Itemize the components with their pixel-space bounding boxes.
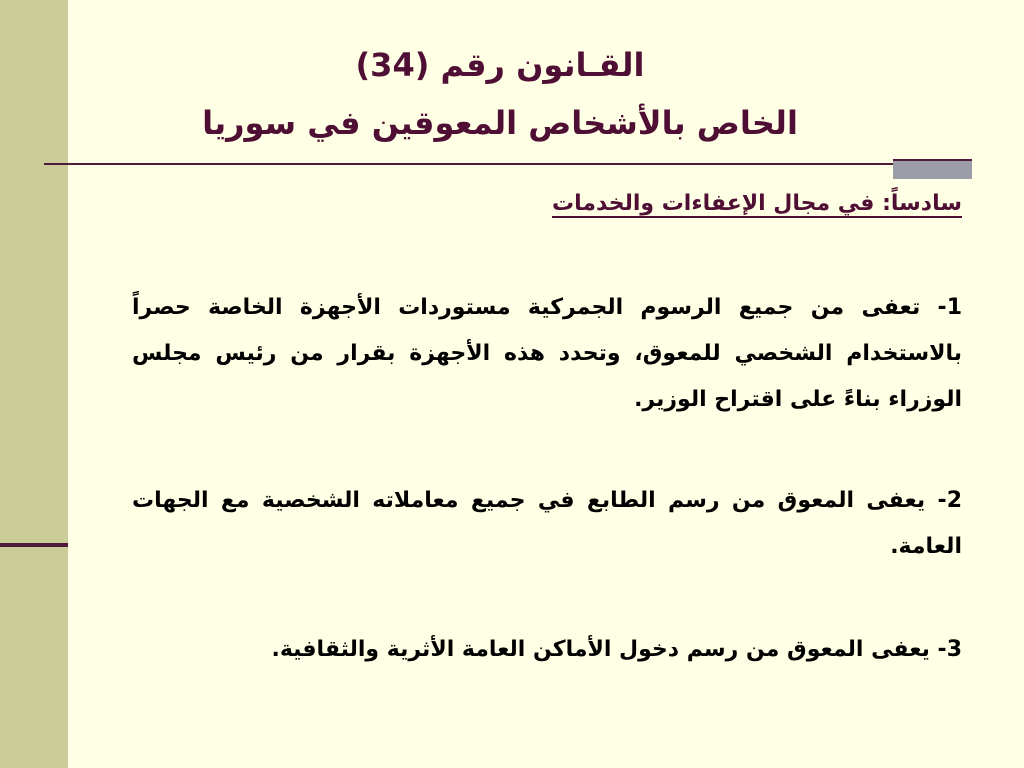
- slide-title-line2: الخاص بالأشخاص المعوقين في سوريا: [202, 104, 798, 142]
- left-decorative-bar: [0, 0, 68, 768]
- list-item: 3- يعفى المعوق من رسم دخول الأماكن العامة الأثرية والثقافية.: [271, 637, 962, 662]
- section-heading: سادساً: في مجال الإعفاءات والخدمات: [552, 191, 962, 216]
- list-item: 2- يعفى المعوق من رسم الطابع في جميع معاملاته الشخصية مع الجهات العامة.: [132, 488, 962, 559]
- left-bar-accent-line: [0, 543, 68, 547]
- title-divider: [44, 163, 972, 165]
- list-item: 1- تعفى من جميع الرسوم الجمركية مستوردات الأجهزة الخاصة حصراً بالاستخدام الشخصي للمعوق، وتحدد هذه الأجهزة بقرار من رئيس مجلس الوزراء بناءً على اقتراح الوزير.: [132, 295, 962, 412]
- slide-title-line1: القـانون رقم (34): [355, 46, 645, 84]
- title-divider-gray-block: [893, 159, 972, 179]
